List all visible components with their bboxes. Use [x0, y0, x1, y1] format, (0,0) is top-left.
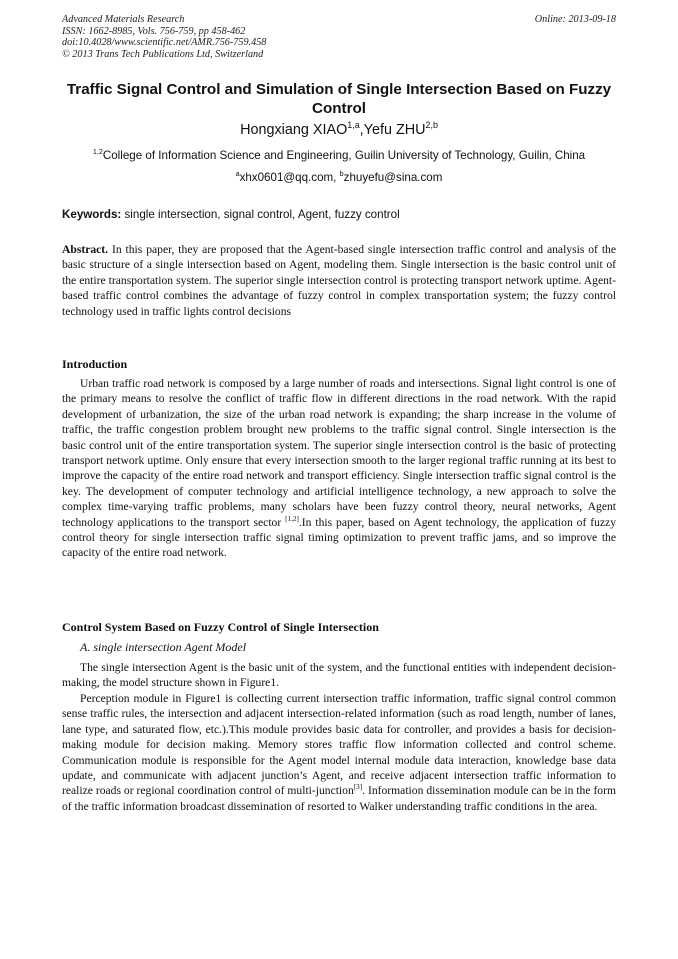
author-2-sup: 2,b: [425, 120, 438, 131]
issn-line: ISSN: 1662-8985, Vols. 756-759, pp 458-462: [62, 25, 246, 37]
citation-3: [3]: [353, 783, 363, 792]
email-b-sup: b: [339, 169, 344, 179]
control-section-heading: Control System Based on Fuzzy Control of Single Intersection: [62, 620, 379, 634]
keywords-text: single intersection, signal control, Agent, fuzzy control: [121, 208, 400, 221]
paper-title: Traffic Signal Control and Simulation of Single Intersection Based on Fuzzy Control: [66, 81, 612, 117]
author-1-name: Hongxiang XIAO: [240, 122, 348, 138]
email-b: zhuyefu@sina.com: [343, 171, 443, 184]
journal-header: [62, 14, 616, 60]
journal-name: Advanced Materials Research: [62, 14, 185, 25]
keywords: [62, 207, 616, 222]
email-a-sup: a: [235, 169, 240, 179]
affiliation: [62, 148, 616, 163]
abstract-text: In this paper, they are proposed that the Agent-based single intersection traffic control and analysis of the basic structure of a single intersection based on Agent, modeling them. Single intersection is the basic control unit of the entire transportation system. The superior single intersection control is protecting transport network uptime. Agent-based traffic control combines the advantage of fuzzy control in complex transportation system; the fuzzy control technology used in traffic lights control decisions: [62, 243, 616, 318]
introduction-text-b: .In this paper, based on Agent technology, the application of fuzzy control theory for single intersection traffic signal timing optimization to prevent traffic jams, and so improve the capacity of the entire road network.: [62, 515, 616, 560]
abstract: [62, 242, 616, 319]
agent-model-subheading: A. single intersection Agent Model: [80, 640, 247, 654]
agent-model-paragraph-2: [62, 691, 616, 814]
paragraph-2-text-a: Perception module in Figure1 is collecting current intersection traffic information, traffic signal control common sense traffic rules, the intersection and adjacent intersection-related information (such as road length, number of lanes, lane type, and saturated flow, etc.).This module provides basic data for controller, and provides a basis for decision-making module for decision making. Memory stores traffic flow information collected and control scheme. Communication module is responsible for the Agent model internal module data interaction, knowledge base data update, and communicate with adjacent junction’s Agent, and receive adjacent intersection traffic information to realize roads or regional coordination control of multi-junction: [62, 692, 616, 798]
keywords-label: Keywords:: [62, 208, 122, 221]
email-a: xhx0601@qq.com,: [239, 171, 340, 184]
online-date: Online: 2013-09-18: [534, 14, 616, 25]
doi-line: doi:10.4028/www.scientific.net/AMR.756-759.458: [62, 37, 267, 48]
affiliation-text: College of Information Science and Engineering, Guilin University of Technology, Guilin, China: [102, 149, 586, 162]
introduction-text-a: Urban traffic road network is composed by a large number of roads and intersections. Signal light control is one of the primary means to resolve the conflict of traffic flow in different directions in the road network. With the rapid development of urbanization, the size of the urban road network is expanding; the sharp increase in the volume of traffic, the traffic congestion problem brought new problems to the traffic signal control. Single intersection is the basic control unit of the entire transportation system. The superior single intersection control is the basic of protecting transport network uptime. Only ensure that every intersection smooth to the larger regional traffic running at its best to improve the capacity of the entire road network and transport efficiency. Single intersection traffic signal control is the key. The development of computer technology and artificial intelligence technology, a new approach to solve the complex time-varying traffic problems, many scholars have been fuzzy control theory, neural networks, Agent technology applications to the transport sector: [62, 377, 616, 529]
introduction-heading: Introduction: [62, 357, 128, 371]
agent-model-paragraph-1: The single intersection Agent is the basic unit of the system, and the functional entities with independent decision-making, the model structure shown in Figure1.: [62, 661, 616, 690]
copyright-line: © 2013 Trans Tech Publications Ltd, Switzerland: [62, 48, 264, 60]
email-line: [62, 170, 616, 185]
paragraph-2-text-b: . Information dissemination module can be in the form of the traffic information broadcast dissemination of resorted to Walker understanding traffic conditions in the area.: [62, 784, 616, 813]
author-2-name: Yefu ZHU: [363, 122, 426, 138]
citation-1-2: [1,2]: [285, 514, 299, 523]
author-1-sup: 1,a: [347, 120, 360, 131]
author-line: [62, 121, 616, 139]
abstract-label: Abstract.: [62, 243, 109, 256]
author-separator: ,: [359, 122, 364, 138]
affiliation-sup: 1,2: [92, 147, 103, 157]
introduction-paragraph: [62, 376, 616, 561]
